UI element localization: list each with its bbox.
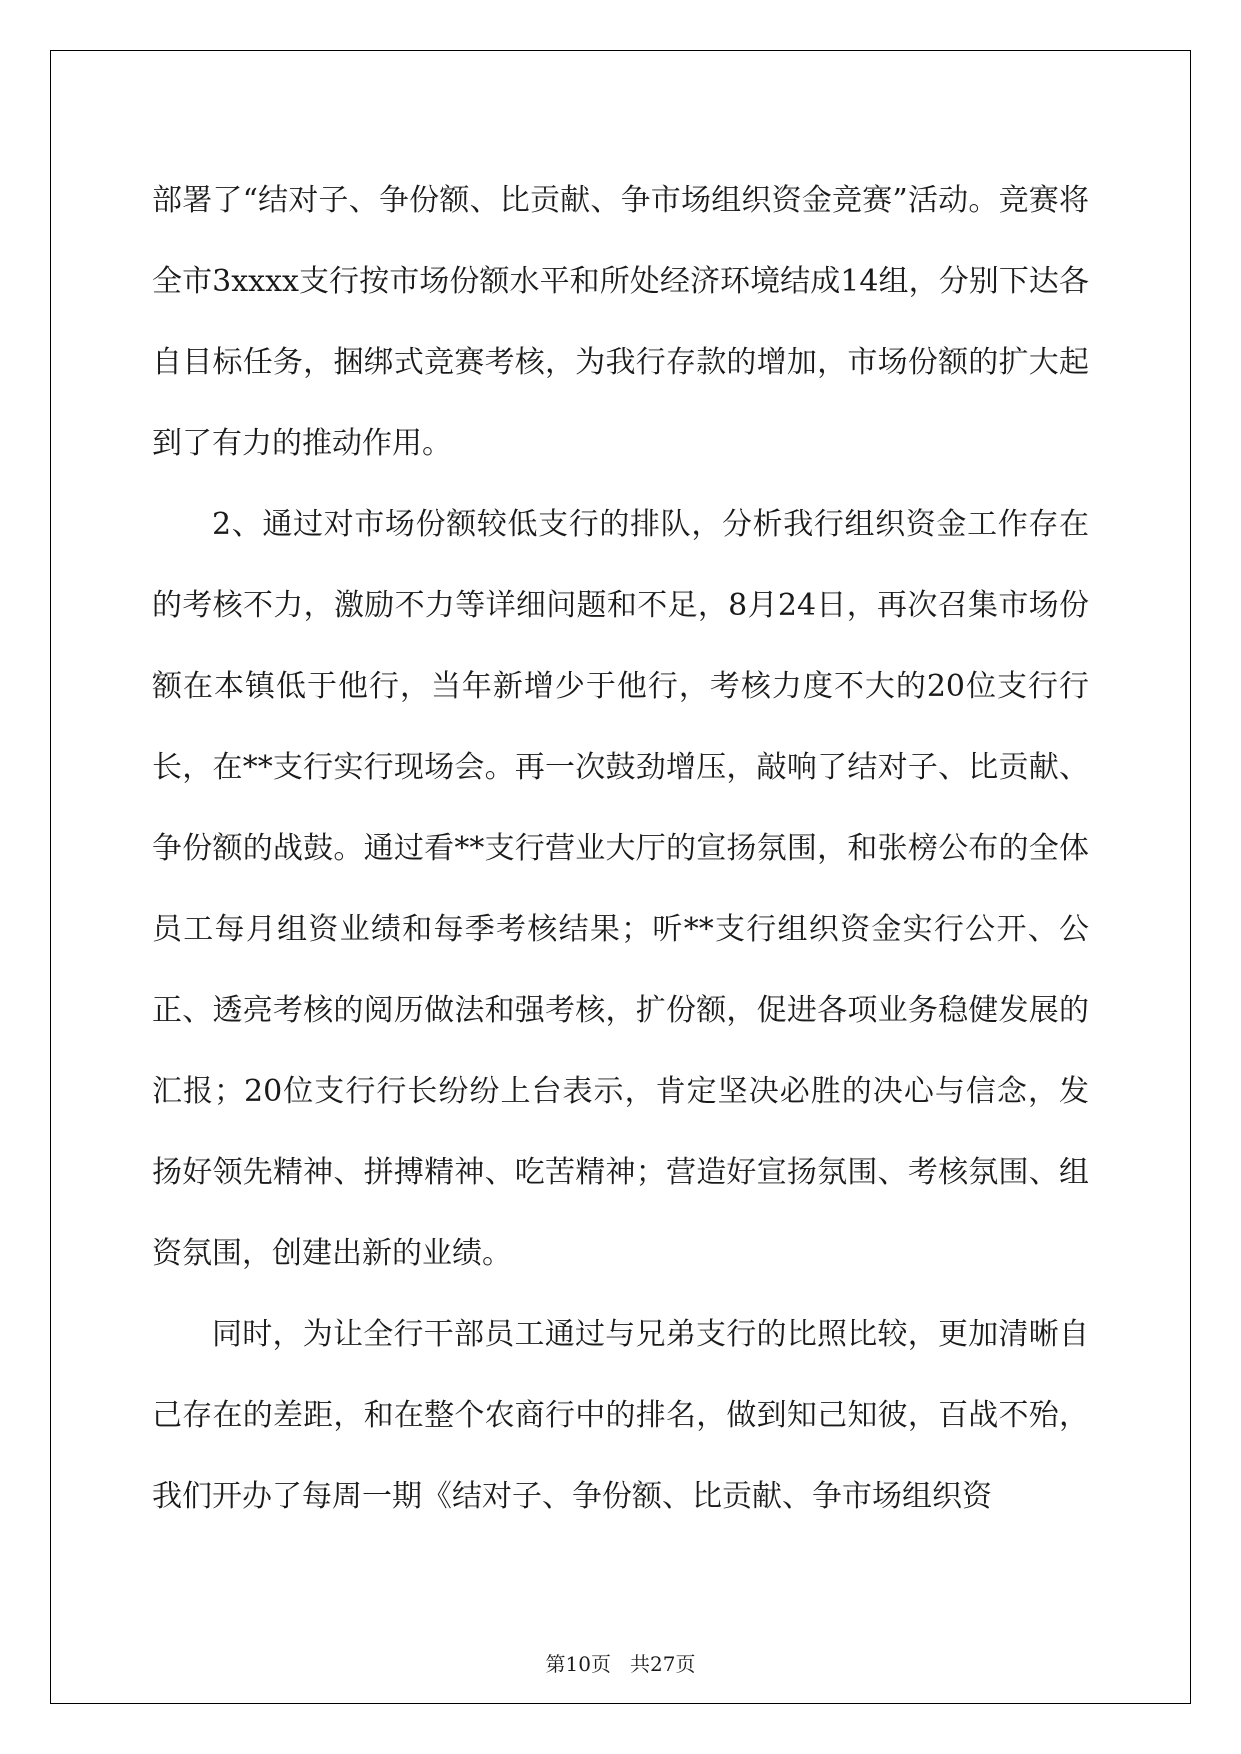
document-body	[152, 160, 1089, 1537]
page-footer	[0, 1648, 1241, 1677]
current-page-label: 第10页	[545, 1652, 611, 1676]
paragraph-1: 部署了“结对子、争份额、比贡献、争市场组织资金竞赛”活动。竞赛将全市3xxxx支行按市场份额水平和所处经济环境结成14组，分别下达各自目标任务，捆绑式竞赛考核，为我行存款的增加，市场份额的扩大起到了有力的推动作用。	[152, 183, 1089, 461]
total-pages-label: 共27页	[630, 1652, 696, 1676]
paragraph-3: 同时，为让全行干部员工通过与兄弟支行的比照比较，更加清晰自己存在的差距，和在整个农商行中的排名，做到知己知彼，百战不殆，我们开办了每周一期《结对子、争份额、比贡献、争市场组织资	[152, 1317, 1089, 1514]
paragraph-2: 2、通过对市场份额较低支行的排队，分析我行组织资金工作存在的考核不力，激励不力等详细问题和不足，8月24日，再次召集市场份额在本镇低于他行，当年新增少于他行，考核力度不大的20位支行行长，在**支行实行现场会。再一次鼓劲增压，敲响了结对子、比贡献、争份额的战鼓。通过看**支行营业大厅的宣扬氛围，和张榜公布的全体员工每月组资业绩和每季考核结果；听**支行组织资金实行公开、公正、透亮考核的阅历做法和强考核，扩份额，促进各项业务稳健发展的汇报；20位支行行长纷纷上台表示，肯定坚决必胜的决心与信念，发扬好领先精神、拼搏精神、吃苦精神；营造好宣扬氛围、考核氛围、组资氛围，创建出新的业绩。	[152, 507, 1089, 1271]
